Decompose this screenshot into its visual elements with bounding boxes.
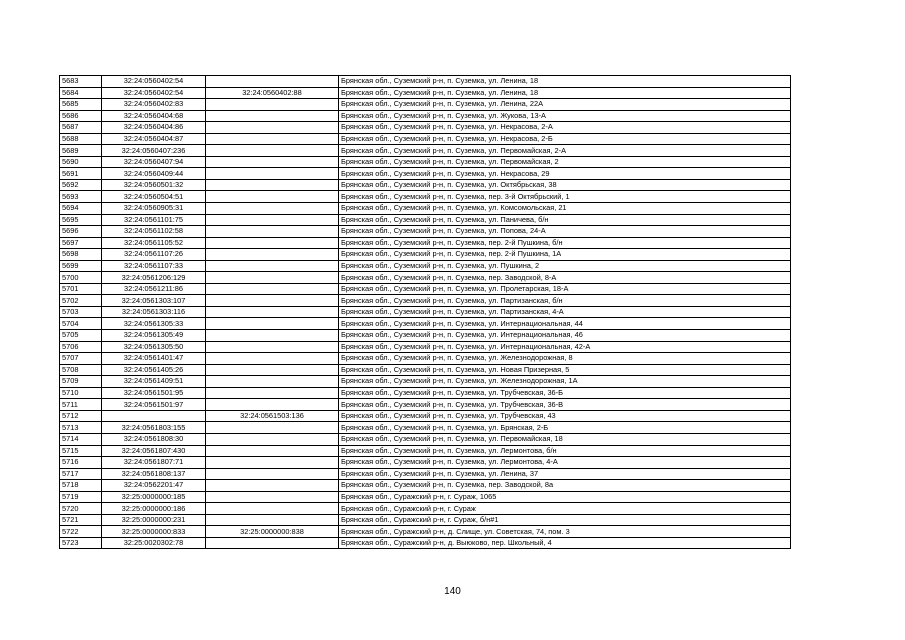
address-cell: Брянская обл., Суземский р-н, п. Суземка, ул. Пролетарская, 18-А <box>339 283 791 295</box>
parent-cadastral-number-cell <box>206 133 339 145</box>
row-number-cell: 5697 <box>60 237 102 249</box>
parent-cadastral-number-cell <box>206 480 339 492</box>
row-number-cell: 5711 <box>60 399 102 411</box>
address-cell: Брянская обл., Суражский р-н, д. Выюково, пер. Школьный, 4 <box>339 537 791 549</box>
table-row <box>60 330 791 342</box>
table-row <box>60 387 791 399</box>
row-number-cell: 5702 <box>60 295 102 307</box>
cadastral-number-cell: 32:24:0561807:430 <box>102 445 206 457</box>
address-cell: Брянская обл., Суземский р-н, п. Суземка, ул. Ленина, 18 <box>339 76 791 88</box>
cadastral-number-cell: 32:24:0561211:86 <box>102 283 206 295</box>
row-number-cell: 5700 <box>60 272 102 284</box>
cadastral-number-cell: 32:24:0560905:31 <box>102 203 206 215</box>
address-cell: Брянская обл., Суземский р-н, п. Суземка, ул. Трубчевская, 36-В <box>339 399 791 411</box>
row-number-cell: 5708 <box>60 364 102 376</box>
cadastral-number-cell: 32:24:0560404:86 <box>102 122 206 134</box>
cadastral-number-cell: 32:24:0560407:94 <box>102 156 206 168</box>
address-cell: Брянская обл., Суражский р-н, г. Сураж, 1065 <box>339 491 791 503</box>
cadastral-number-cell: 32:24:0560407:236 <box>102 145 206 157</box>
row-number-cell: 5688 <box>60 133 102 145</box>
row-number-cell: 5686 <box>60 110 102 122</box>
table-row <box>60 249 791 261</box>
address-cell: Брянская обл., Суземский р-н, п. Суземка, ул. Интернациональная, 42-А <box>339 341 791 353</box>
address-cell: Брянская обл., Суземский р-н, п. Суземка, ул. Некрасова, 2-Б <box>339 133 791 145</box>
cadastral-number-cell: 32:24:0561206:129 <box>102 272 206 284</box>
cadastral-number-cell: 32:24:0561105:52 <box>102 237 206 249</box>
address-cell: Брянская обл., Суземский р-н, п. Суземка, ул. Жукова, 13-А <box>339 110 791 122</box>
row-number-cell: 5704 <box>60 318 102 330</box>
row-number-cell: 5694 <box>60 203 102 215</box>
row-number-cell: 5714 <box>60 433 102 445</box>
row-number-cell: 5707 <box>60 353 102 365</box>
registry-table <box>59 75 791 549</box>
table-row <box>60 191 791 203</box>
parent-cadastral-number-cell <box>206 457 339 469</box>
address-cell: Брянская обл., Суземский р-н, п. Суземка, ул. Партизанская, б/н <box>339 295 791 307</box>
row-number-cell: 5723 <box>60 537 102 549</box>
address-cell: Брянская обл., Суземский р-н, п. Суземка, ул. Интернациональная, 46 <box>339 330 791 342</box>
cadastral-number-cell: 32:24:0560504:51 <box>102 191 206 203</box>
cadastral-number-cell: 32:24:0560402:54 <box>102 76 206 88</box>
address-cell: Брянская обл., Суражский р-н, д. Слище, ул. Советская, 74, пом. 3 <box>339 526 791 538</box>
table-row <box>60 145 791 157</box>
address-cell: Брянская обл., Суземский р-н, п. Суземка, ул. Партизанская, 4-А <box>339 306 791 318</box>
row-number-cell: 5716 <box>60 457 102 469</box>
address-cell: Брянская обл., Суземский р-н, п. Суземка, ул. Новая Призерная, 5 <box>339 364 791 376</box>
parent-cadastral-number-cell <box>206 353 339 365</box>
address-cell: Брянская обл., Суземский р-н, п. Суземка, пер. 3-й Октябрьский, 1 <box>339 191 791 203</box>
parent-cadastral-number-cell <box>206 295 339 307</box>
row-number-cell: 5706 <box>60 341 102 353</box>
table-row <box>60 99 791 111</box>
table-row <box>60 203 791 215</box>
table-row <box>60 133 791 145</box>
cadastral-number-cell: 32:24:0561102:58 <box>102 226 206 238</box>
parent-cadastral-number-cell <box>206 122 339 134</box>
address-cell: Брянская обл., Суземский р-н, п. Суземка, пер. 2-й Пушкина, б/н <box>339 237 791 249</box>
table-row <box>60 457 791 469</box>
registry-table-body <box>60 76 791 549</box>
table-row <box>60 341 791 353</box>
table-row <box>60 353 791 365</box>
parent-cadastral-number-cell <box>206 156 339 168</box>
row-number-cell: 5713 <box>60 422 102 434</box>
cadastral-number-cell: 32:24:0561303:116 <box>102 306 206 318</box>
row-number-cell: 5693 <box>60 191 102 203</box>
parent-cadastral-number-cell <box>206 433 339 445</box>
row-number-cell: 5710 <box>60 387 102 399</box>
parent-cadastral-number-cell <box>206 260 339 272</box>
table-row <box>60 514 791 526</box>
table-row <box>60 122 791 134</box>
address-cell: Брянская обл., Суземский р-н, п. Суземка, пер. Заводской, 8а <box>339 480 791 492</box>
table-row <box>60 364 791 376</box>
row-number-cell: 5722 <box>60 526 102 538</box>
parent-cadastral-number-cell <box>206 76 339 88</box>
row-number-cell: 5709 <box>60 376 102 388</box>
table-row <box>60 480 791 492</box>
row-number-cell: 5689 <box>60 145 102 157</box>
parent-cadastral-number-cell <box>206 422 339 434</box>
address-cell: Брянская обл., Суземский р-н, п. Суземка, ул. Ленина, 22А <box>339 99 791 111</box>
address-cell: Брянская обл., Суземский р-н, п. Суземка, ул. Пушкина, 2 <box>339 260 791 272</box>
parent-cadastral-number-cell <box>206 387 339 399</box>
address-cell: Брянская обл., Суражский р-н, г. Сураж <box>339 503 791 515</box>
cadastral-number-cell: 32:24:0561305:50 <box>102 341 206 353</box>
address-cell: Брянская обл., Суземский р-н, п. Суземка, ул. Первомайская, 2-А <box>339 145 791 157</box>
table-row <box>60 272 791 284</box>
parent-cadastral-number-cell <box>206 168 339 180</box>
address-cell: Брянская обл., Суземский р-н, п. Суземка, ул. Железнодорожная, 8 <box>339 353 791 365</box>
address-cell: Брянская обл., Суземский р-н, п. Суземка, ул. Паничева, б/н <box>339 214 791 226</box>
table-row <box>60 110 791 122</box>
parent-cadastral-number-cell <box>206 399 339 411</box>
parent-cadastral-number-cell <box>206 514 339 526</box>
table-row <box>60 87 791 99</box>
address-cell: Брянская обл., Суземский р-н, п. Суземка, ул. Интернациональная, 44 <box>339 318 791 330</box>
cadastral-number-cell: 32:24:0561803:155 <box>102 422 206 434</box>
cadastral-number-cell: 32:24:0562201:47 <box>102 480 206 492</box>
parent-cadastral-number-cell <box>206 503 339 515</box>
parent-cadastral-number-cell: 32:24:0561503:136 <box>206 410 339 422</box>
cadastral-number-cell: 32:24:0560404:87 <box>102 133 206 145</box>
table-row <box>60 179 791 191</box>
parent-cadastral-number-cell <box>206 110 339 122</box>
table-row <box>60 468 791 480</box>
parent-cadastral-number-cell <box>206 445 339 457</box>
row-number-cell: 5705 <box>60 330 102 342</box>
parent-cadastral-number-cell <box>206 226 339 238</box>
table-row <box>60 537 791 549</box>
row-number-cell: 5719 <box>60 491 102 503</box>
table-row <box>60 168 791 180</box>
address-cell: Брянская обл., Суземский р-н, п. Суземка, ул. Некрасова, 2-А <box>339 122 791 134</box>
parent-cadastral-number-cell <box>206 468 339 480</box>
row-number-cell: 5684 <box>60 87 102 99</box>
cadastral-number-cell: 32:24:0561107:33 <box>102 260 206 272</box>
table-row <box>60 526 791 538</box>
parent-cadastral-number-cell: 32:25:0000000:838 <box>206 526 339 538</box>
parent-cadastral-number-cell <box>206 203 339 215</box>
table-row <box>60 295 791 307</box>
cadastral-number-cell: 32:24:0560501:32 <box>102 179 206 191</box>
address-cell: Брянская обл., Суземский р-н, п. Суземка, ул. Комсомольская, 21 <box>339 203 791 215</box>
address-cell: Брянская обл., Суземский р-н, п. Суземка, ул. Трубчевская, 43 <box>339 410 791 422</box>
cadastral-number-cell: 32:24:0561808:30 <box>102 433 206 445</box>
row-number-cell: 5695 <box>60 214 102 226</box>
table-row <box>60 306 791 318</box>
address-cell: Брянская обл., Суземский р-н, п. Суземка, ул. Брянская, 2-Б <box>339 422 791 434</box>
table-row <box>60 445 791 457</box>
table-row <box>60 226 791 238</box>
address-cell: Брянская обл., Суземский р-н, п. Суземка, ул. Первомайская, 18 <box>339 433 791 445</box>
address-cell: Брянская обл., Суземский р-н, п. Суземка, ул. Первомайская, 2 <box>339 156 791 168</box>
table-row <box>60 76 791 88</box>
address-cell: Брянская обл., Суземский р-н, п. Суземка, пер. 2-й Пушкина, 1А <box>339 249 791 261</box>
address-cell: Брянская обл., Суземский р-н, п. Суземка, ул. Ленина, 37 <box>339 468 791 480</box>
cadastral-number-cell: 32:24:0561303:107 <box>102 295 206 307</box>
row-number-cell: 5712 <box>60 410 102 422</box>
cadastral-number-cell: 32:24:0561409:51 <box>102 376 206 388</box>
row-number-cell: 5690 <box>60 156 102 168</box>
table-row <box>60 410 791 422</box>
cadastral-number-cell: 32:24:0561107:26 <box>102 249 206 261</box>
address-cell: Брянская обл., Суземский р-н, п. Суземка, ул. Лермонтова, б/н <box>339 445 791 457</box>
cadastral-number-cell: 32:25:0000000:186 <box>102 503 206 515</box>
parent-cadastral-number-cell <box>206 272 339 284</box>
row-number-cell: 5683 <box>60 76 102 88</box>
cadastral-number-cell: 32:24:0561305:33 <box>102 318 206 330</box>
parent-cadastral-number-cell <box>206 364 339 376</box>
row-number-cell: 5696 <box>60 226 102 238</box>
cadastral-number-cell: 32:24:0561401:47 <box>102 353 206 365</box>
row-number-cell: 5717 <box>60 468 102 480</box>
parent-cadastral-number-cell <box>206 179 339 191</box>
address-cell: Брянская обл., Суземский р-н, п. Суземка, ул. Трубчевская, 36-Б <box>339 387 791 399</box>
parent-cadastral-number-cell <box>206 318 339 330</box>
table-row <box>60 260 791 272</box>
table-row <box>60 283 791 295</box>
table-row <box>60 491 791 503</box>
address-cell: Брянская обл., Суземский р-н, п. Суземка, ул. Попова, 24-А <box>339 226 791 238</box>
row-number-cell: 5721 <box>60 514 102 526</box>
table-row <box>60 318 791 330</box>
address-cell: Брянская обл., Суземский р-н, п. Суземка, ул. Некрасова, 29 <box>339 168 791 180</box>
parent-cadastral-number-cell <box>206 283 339 295</box>
parent-cadastral-number-cell <box>206 237 339 249</box>
address-cell: Брянская обл., Суземский р-н, п. Суземка, ул. Октябрьская, 38 <box>339 179 791 191</box>
cadastral-number-cell: 32:24:0561101:75 <box>102 214 206 226</box>
table-row <box>60 156 791 168</box>
row-number-cell: 5687 <box>60 122 102 134</box>
parent-cadastral-number-cell: 32:24:0560402:88 <box>206 87 339 99</box>
parent-cadastral-number-cell <box>206 537 339 549</box>
parent-cadastral-number-cell <box>206 376 339 388</box>
parent-cadastral-number-cell <box>206 306 339 318</box>
cadastral-number-cell: 32:25:0000000:833 <box>102 526 206 538</box>
row-number-cell: 5718 <box>60 480 102 492</box>
page-number: 140 <box>444 586 461 597</box>
table-row <box>60 399 791 411</box>
row-number-cell: 5698 <box>60 249 102 261</box>
cadastral-number-cell: 32:24:0561807:71 <box>102 457 206 469</box>
table-row <box>60 376 791 388</box>
cadastral-number-cell: 32:24:0561405:26 <box>102 364 206 376</box>
cadastral-number-cell: 32:25:0000000:185 <box>102 491 206 503</box>
parent-cadastral-number-cell <box>206 145 339 157</box>
cadastral-number-cell: 32:24:0561501:97 <box>102 399 206 411</box>
cadastral-number-cell <box>102 410 206 422</box>
row-number-cell: 5699 <box>60 260 102 272</box>
cadastral-number-cell: 32:24:0561501:95 <box>102 387 206 399</box>
parent-cadastral-number-cell <box>206 341 339 353</box>
row-number-cell: 5691 <box>60 168 102 180</box>
row-number-cell: 5703 <box>60 306 102 318</box>
table-row <box>60 422 791 434</box>
row-number-cell: 5685 <box>60 99 102 111</box>
cadastral-number-cell: 32:24:0560402:83 <box>102 99 206 111</box>
row-number-cell: 5692 <box>60 179 102 191</box>
table-row <box>60 503 791 515</box>
address-cell: Брянская обл., Суземский р-н, п. Суземка, ул. Ленина, 18 <box>339 87 791 99</box>
cadastral-number-cell: 32:24:0560402:54 <box>102 87 206 99</box>
address-cell: Брянская обл., Суземский р-н, п. Суземка, ул. Лермонтова, 4-А <box>339 457 791 469</box>
parent-cadastral-number-cell <box>206 214 339 226</box>
parent-cadastral-number-cell <box>206 249 339 261</box>
table-row <box>60 237 791 249</box>
row-number-cell: 5720 <box>60 503 102 515</box>
cadastral-number-cell: 32:25:0000000:231 <box>102 514 206 526</box>
row-number-cell: 5715 <box>60 445 102 457</box>
parent-cadastral-number-cell <box>206 191 339 203</box>
address-cell: Брянская обл., Суражский р-н, г. Сураж, б/н#1 <box>339 514 791 526</box>
parent-cadastral-number-cell <box>206 99 339 111</box>
table-row <box>60 433 791 445</box>
cadastral-number-cell: 32:24:0561808:137 <box>102 468 206 480</box>
parent-cadastral-number-cell <box>206 330 339 342</box>
cadastral-number-cell: 32:24:0560409:44 <box>102 168 206 180</box>
cadastral-number-cell: 32:24:0561305:49 <box>102 330 206 342</box>
address-cell: Брянская обл., Суземский р-н, п. Суземка, пер. Заводской, 8-А <box>339 272 791 284</box>
table-row <box>60 214 791 226</box>
parent-cadastral-number-cell <box>206 491 339 503</box>
address-cell: Брянская обл., Суземский р-н, п. Суземка, ул. Железнодорожная, 1А <box>339 376 791 388</box>
row-number-cell: 5701 <box>60 283 102 295</box>
cadastral-number-cell: 32:25:0020302:78 <box>102 537 206 549</box>
cadastral-number-cell: 32:24:0560404:68 <box>102 110 206 122</box>
